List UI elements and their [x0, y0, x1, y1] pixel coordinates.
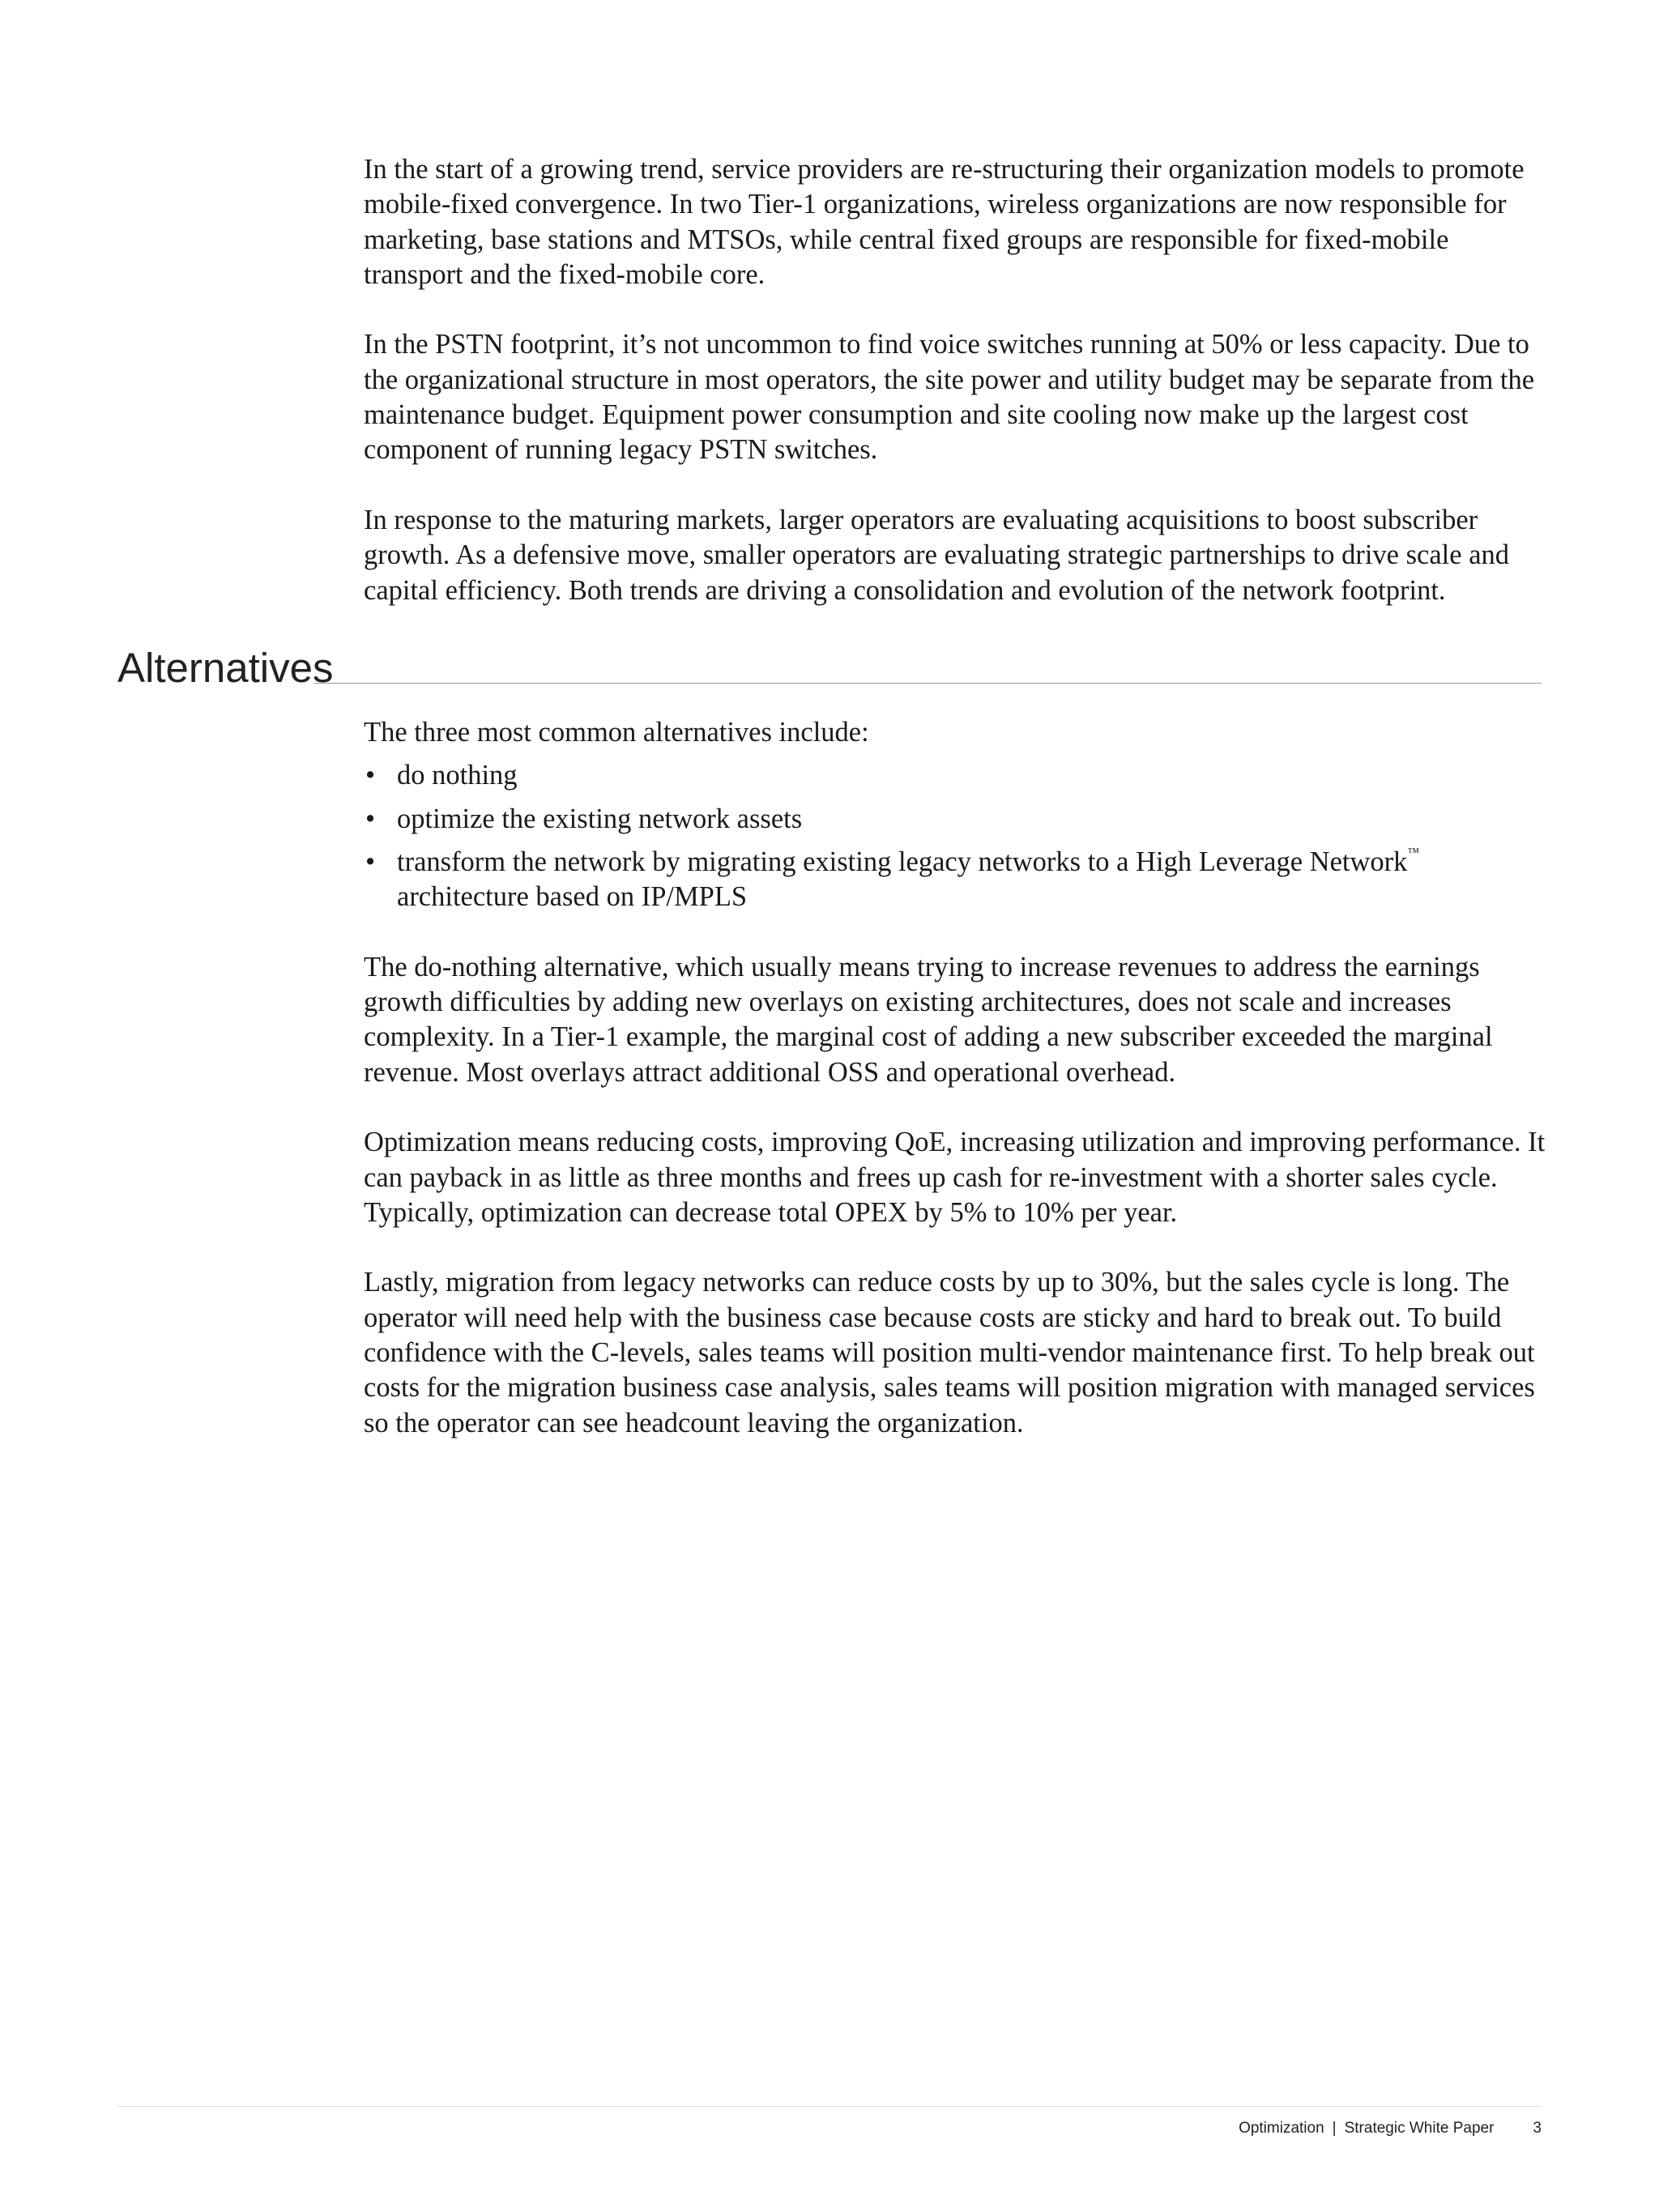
intro-paragraph-2: In the PSTN footprint, it’s not uncommon to find voice switches running at 50% or less capacity. Due to the organizational structure in most operators, the site power and utility budget may be separate from the maintenance budget. Equipment power consumption and site cooling now make up the largest cost component of running legacy PSTN switches. [364, 329, 1535, 466]
alternatives-paragraph-2: Optimization means reducing costs, improving QoE, increasing utilization and improving performance. It can payback in as little as three months and frees up cash for re-investment with a shorter sales cycle. Typically, optimization can decrease total OPEX by 5% to 10% per year. [364, 1127, 1546, 1228]
intro-paragraph-3: In response to the maturing markets, larger operators are evaluating acquisitions to boost subscriber growth. As a defensive move, smaller operators are evaluating strategic partnerships to drive scale and capital efficiency. Both trends are driving a consolidation and evolution of the network footprint. [364, 504, 1510, 606]
alternatives-paragraph-3: Lastly, migration from legacy networks can reduce costs by up to 30%, but the sales cycle is long. The operator will need help with the business case because costs are sticky and hard to break out. To build confidence with the C-levels, sales teams will position multi-vendor maintenance first. To help break out costs for the migration business case analysis, sales teams will position migration with managed services so the operator can see headcount leaving the organization. [364, 1267, 1535, 1438]
page-number: 3 [1533, 2120, 1542, 2137]
list-item-text: do nothing [397, 760, 518, 791]
page-footer [1239, 2120, 1542, 2137]
list-item [364, 845, 1546, 915]
alternatives-list [364, 758, 1546, 914]
list-item-text: optimize the existing network assets [397, 803, 803, 834]
bullet-icon: • [365, 846, 376, 877]
footer-separator: | [1332, 2120, 1337, 2137]
intro-paragraph-1: In the start of a growing trend, service providers are re-structuring their organization models to promote mobile-fixed convergence. In two Tier-1 organizations, wireless organizations are now responsible for marketing, base stations and MTSOs, while central fixed groups are responsible for fixed-mobile transport and the fixed-mobile core. [364, 154, 1525, 290]
footer-doc-title: Optimization [1239, 2120, 1324, 2137]
bullet-icon: • [365, 760, 376, 791]
list-item [364, 758, 1546, 793]
intro-section [364, 152, 1546, 608]
list-item-text-continued: architecture based on IP/MPLS [397, 881, 748, 913]
bullet-icon: • [365, 803, 376, 834]
trademark-symbol: ™ [1407, 846, 1420, 859]
footer-divider [117, 2106, 1542, 2107]
section-divider [314, 683, 1542, 684]
list-item-text: transform the network by migrating existing legacy networks to a High Leverage Network [397, 846, 1408, 877]
alternatives-paragraph-1: The do-nothing alternative, which usually means trying to increase revenues to address the earnings growth difficulties by adding new overlays on existing architectures, does not scale and increases complexity. In a Tier-1 example, the marginal cost of adding a new subscriber exceeded the marginal revenue. Most overlays attract additional OSS and operational overhead. [364, 951, 1493, 1088]
alternatives-section [364, 715, 1546, 1441]
alternatives-lead: The three most common alternatives include: [364, 717, 869, 748]
list-item [364, 802, 1546, 837]
section-heading-alternatives: Alternatives [117, 645, 334, 691]
footer-doc-type: Strategic White Paper [1344, 2120, 1495, 2137]
